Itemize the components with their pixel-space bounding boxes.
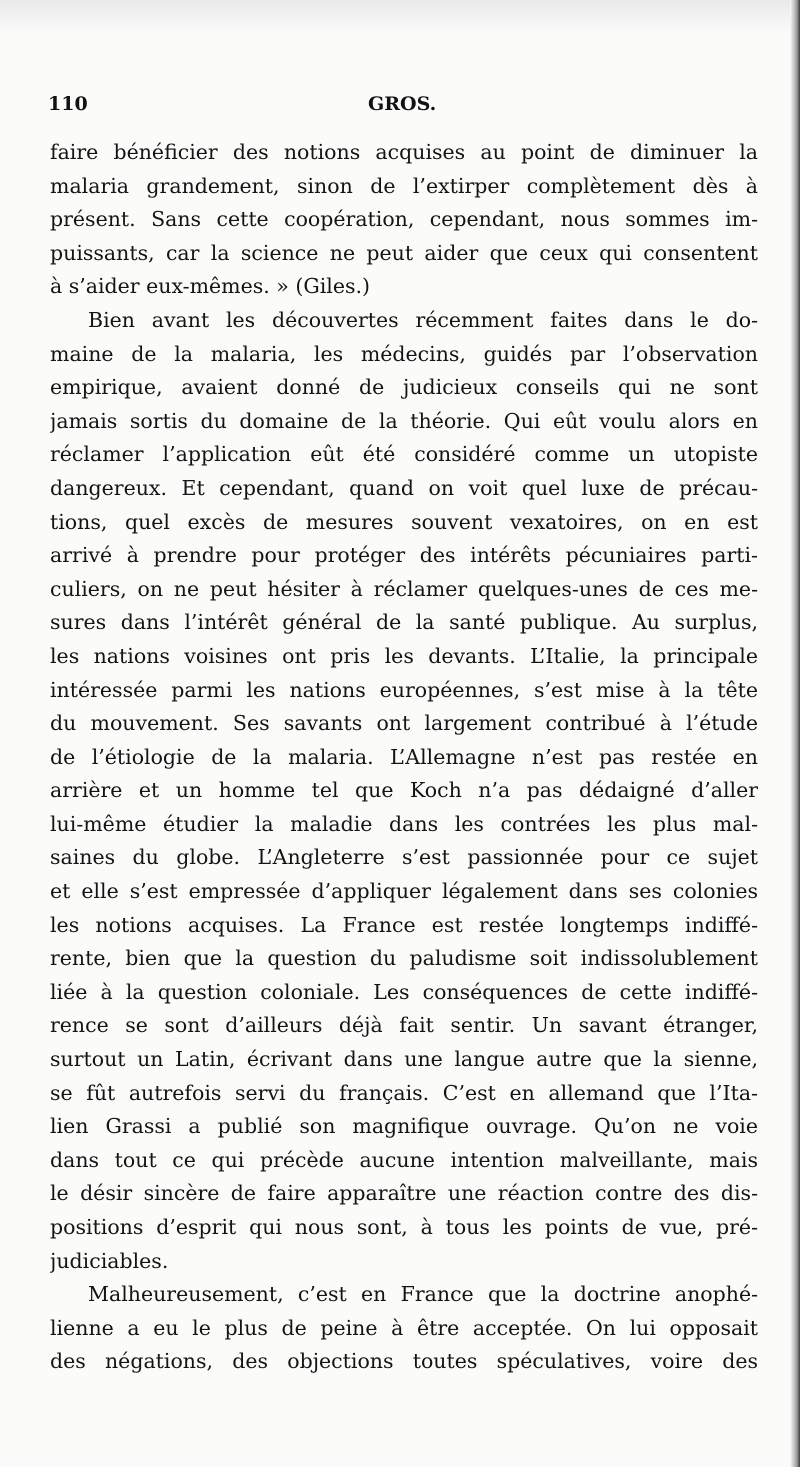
text-line: lien Grassi a publié son magnifique ouvrage. Qu’on ne voie (50, 1114, 758, 1139)
text-line: Malheureusement, c’est en France que la doctrine anophé- (88, 1282, 758, 1307)
page-top-shadow (0, 0, 800, 34)
text-line: dangereux. Et cependant, quand on voit quel luxe de précau- (50, 475, 758, 500)
text-line: lui-même étudier la maladie dans les contrées les plus mal- (50, 811, 758, 836)
text-line: puissants, car la science ne peut aider que ceux qui consentent (50, 240, 758, 265)
text-line: faire bénéficier des notions acquises au point de diminuer la (50, 140, 758, 164)
text-line: judiciables. (50, 1248, 169, 1273)
text-line: et elle s’est empressée d’appliquer légalement dans ses colonies (50, 879, 758, 904)
page-binding-edge (790, 0, 800, 1467)
text-line: surtout un Latin, écrivant dans une langue autre que la sienne, (50, 1047, 758, 1072)
text-line: du mouvement. Ses savants ont largement contribué à l’étude (50, 711, 758, 736)
text-line: jamais sortis du domaine de la théorie. Qui eût voulu alors en (50, 408, 758, 433)
text-line: des négations, des objections toutes spéculatives, voire des (50, 1349, 758, 1374)
text-line: présent. Sans cette coopération, cependant, nous sommes im- (50, 207, 758, 232)
text-line: les notions acquises. La France est restée longtemps indiffé- (50, 912, 758, 937)
text-line: saines du globe. L’Angleterre s’est passionnée pour ce sujet (50, 845, 758, 870)
text-line: arrivé à prendre pour protéger des intérêts pécuniaires parti- (50, 543, 758, 568)
text-line: tions, quel excès de mesures souvent vexatoires, on en est (50, 509, 758, 534)
text-line: réclamer l’application eût été considéré comme un utopiste (50, 442, 758, 467)
text-line: culiers, on ne peut hésiter à réclamer quelques-unes de ces me- (50, 576, 758, 601)
text-line: rente, bien que la question du paludisme soit indissolublement (50, 946, 758, 971)
body-text (50, 136, 758, 1379)
text-line: maine de la malaria, les médecins, guidés par l’observation (50, 341, 758, 366)
text-line: arrière et un homme tel que Koch n’a pas dédaigné d’aller (50, 778, 758, 803)
text-line: empirique, avaient donné de judicieux conseils qui ne sont (50, 375, 758, 400)
text-line: sures dans l’intérêt général de la santé publique. Au surplus, (50, 610, 758, 635)
text-line: les nations voisines ont pris les devants. L’Italie, la principale (50, 643, 758, 668)
page-number: 110 (48, 93, 88, 115)
text-line: malaria grandement, sinon de l’extirper complètement dès à (50, 173, 758, 198)
text-line: à s’aider eux-mêmes. » (Giles.) (50, 274, 370, 299)
text-line: le désir sincère de faire apparaître une réaction contre des dis- (50, 1181, 758, 1206)
text-line: dans tout ce qui précède aucune intention malveillante, mais (50, 1147, 758, 1172)
running-head: GROS. (368, 93, 437, 115)
text-line: intéressée parmi les nations européennes, s’est mise à la tête (50, 677, 758, 702)
text-line: de l’étiologie de la malaria. L’Allemagne n’est pas restée en (50, 744, 758, 769)
text-line: Bien avant les découvertes récemment faites dans le do- (88, 307, 758, 332)
text-line: liée à la question coloniale. Les conséquences de cette indiffé- (50, 979, 758, 1004)
text-line: positions d’esprit qui nous sont, à tous les points de vue, pré- (50, 1215, 758, 1239)
text-line: lienne a eu le plus de peine à être acceptée. On lui opposait (50, 1315, 758, 1340)
page-header (48, 93, 756, 121)
text-line: se fût autrefois servi du français. C’est en allemand que l’Ita- (50, 1080, 758, 1105)
text-line: rence se sont d’ailleurs déjà fait sentir. Un savant étranger, (50, 1013, 758, 1038)
